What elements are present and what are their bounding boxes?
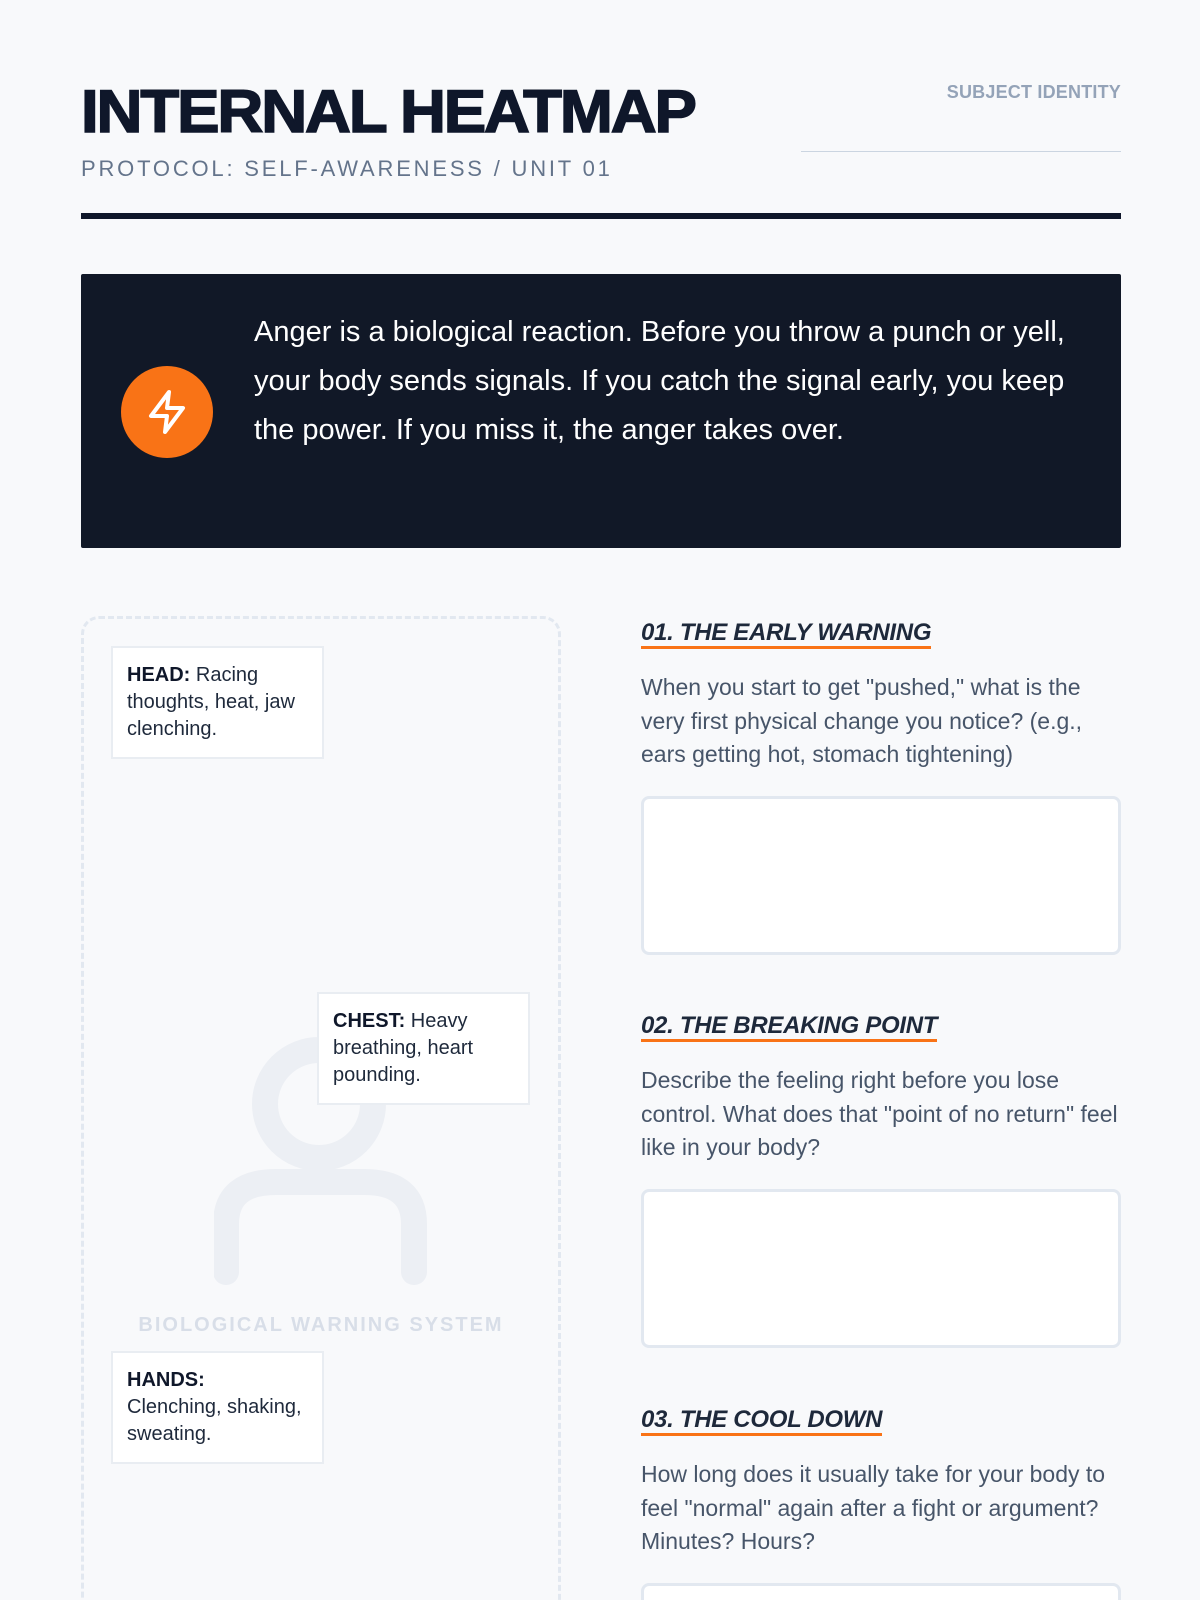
question-title: 03. THE COOL DOWN <box>641 1407 882 1436</box>
question-cool-down <box>641 1407 1121 1559</box>
protocol-subtitle: PROTOCOL: SELF-AWARENESS / UNIT 01 <box>81 156 613 181</box>
signal-text: Heavy breathing, heart pounding. <box>333 1010 474 1086</box>
signal-card-chest <box>317 992 530 1105</box>
subject-identity-field[interactable] <box>801 151 1121 152</box>
subject-identity-label: SUBJECT IDENTITY <box>946 82 1121 102</box>
header-divider <box>81 213 1121 219</box>
question-prompt: How long does it usually take for your body to feel "normal" again after a fight or argument? Minutes? Hours? <box>641 1461 1106 1554</box>
question-early-warning <box>641 620 1121 772</box>
answer-box-cool-down[interactable] <box>641 1583 1121 1600</box>
signal-card-hands <box>111 1351 324 1464</box>
signal-card-head <box>111 646 324 759</box>
answer-box-breaking-point[interactable] <box>641 1189 1121 1348</box>
question-prompt: Describe the feeling right before you lose control. What does that "point of no return" feel like in your body? <box>641 1067 1118 1160</box>
signal-text: Clenching, shaking, sweating. <box>127 1396 302 1445</box>
worksheet-page <box>81 0 1121 1600</box>
question-prompt: When you start to get "pushed," what is the very first physical change you notice? (e.g., ears getting hot, stomach tightening) <box>641 674 1083 767</box>
body-map-panel <box>81 616 561 1600</box>
signal-label: HANDS: <box>127 1369 205 1391</box>
signal-label: CHEST: <box>333 1010 406 1032</box>
intro-text: Anger is a biological reaction. Before you throw a punch or yell, your body sends signals. If you catch the signal early, you keep the power. If you miss it, the anger takes over. <box>254 316 1065 446</box>
intro-callout <box>81 274 1121 548</box>
question-breaking-point <box>641 1013 1121 1165</box>
signal-text: Racing thoughts, heat, jaw clenching. <box>127 664 295 740</box>
answer-box-early-warning[interactable] <box>641 796 1121 955</box>
question-title: 02. THE BREAKING POINT <box>641 1013 937 1042</box>
question-title: 01. THE EARLY WARNING <box>641 620 931 649</box>
lightning-bolt-icon <box>121 366 213 458</box>
page-title: INTERNAL HEATMAP <box>81 78 695 145</box>
signal-label: HEAD: <box>127 664 191 686</box>
map-caption: BIOLOGICAL WARNING SYSTEM <box>138 1314 504 1336</box>
